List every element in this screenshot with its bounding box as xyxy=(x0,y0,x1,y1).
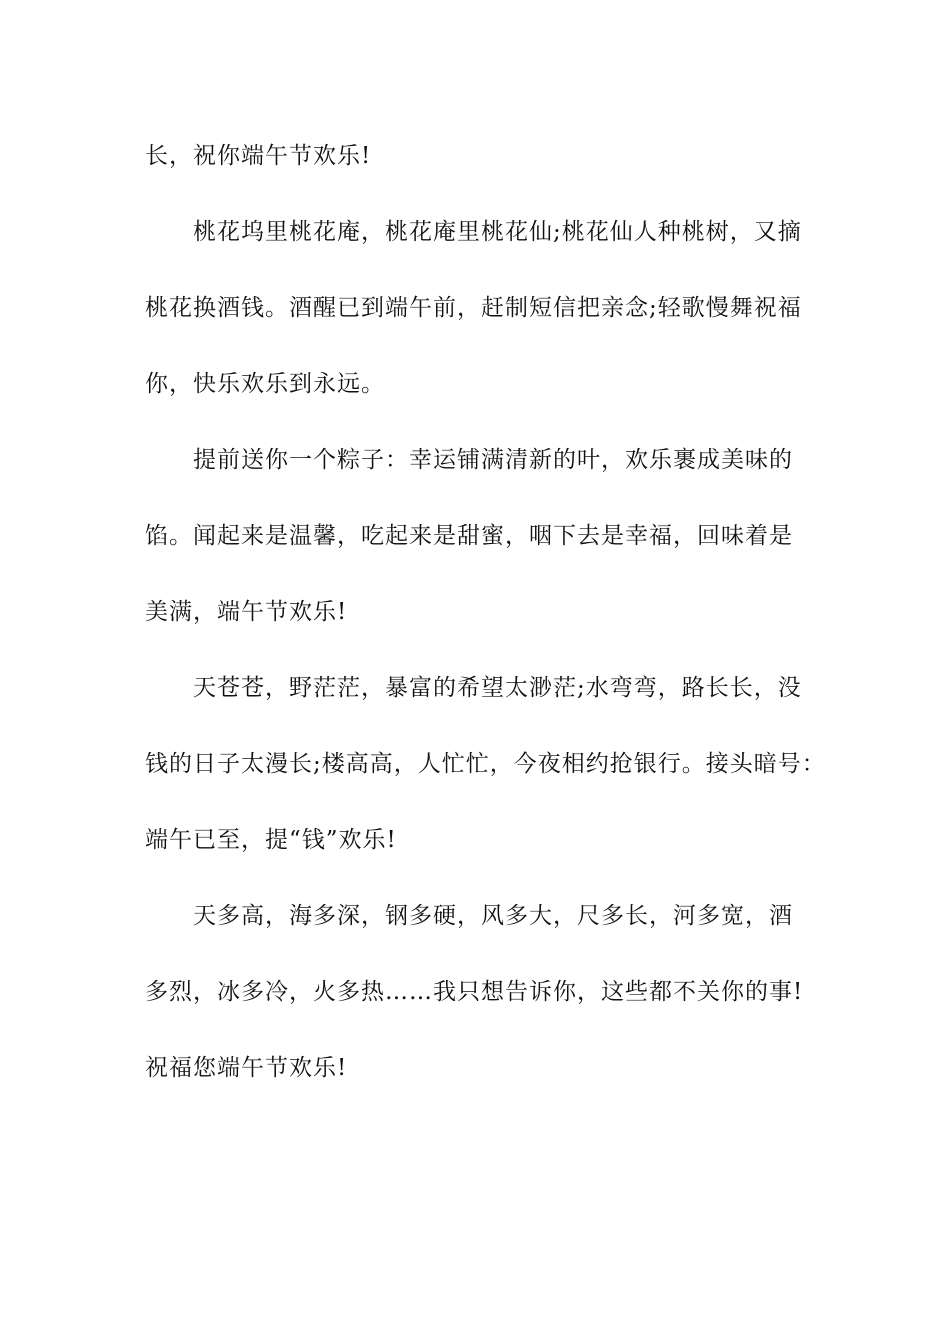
text-line: 祝福您端午节欢乐! xyxy=(145,1055,348,1081)
paragraph-5 xyxy=(145,892,820,1092)
text-line: 天苍苍，野茫茫，暴富的希望太渺茫;水弯弯，路长长，没 xyxy=(193,675,802,701)
text-line: 天多高，海多深，钢多硬，风多大，尺多长，河多宽，酒 xyxy=(193,903,793,929)
text-line: 钱的日子太漫长;楼高高，人忙忙，今夜相约抢银行。接头暗号： xyxy=(145,751,826,777)
paragraph-2 xyxy=(145,208,820,408)
text-line: 桃花坞里桃花庵，桃花庵里桃花仙;桃花仙人种桃树，又摘 xyxy=(193,219,802,245)
paragraph-1 xyxy=(145,132,820,180)
paragraph-3 xyxy=(145,436,820,636)
text-line: 桃花换酒钱。酒醒已到端午前，赶制短信把亲念;轻歌慢舞祝福 xyxy=(145,295,802,321)
text-line: 端午已至，提“钱”欢乐! xyxy=(145,827,397,853)
text-line: 馅。闻起来是温馨，吃起来是甜蜜，咽下去是幸福，回味着是 xyxy=(145,523,793,549)
text-line: 多烈，冰多冷，火多热……我只想告诉你，这些都不关你的事! xyxy=(145,979,804,1005)
text-line: 你，快乐欢乐到永远。 xyxy=(145,371,385,397)
paragraph-4 xyxy=(145,664,826,864)
text-line: 长，祝你端午节欢乐! xyxy=(145,143,372,169)
text-line: 提前送你一个粽子：幸运铺满清新的叶，欢乐裹成美味的 xyxy=(193,447,793,473)
text-line: 美满，端午节欢乐! xyxy=(145,599,348,625)
